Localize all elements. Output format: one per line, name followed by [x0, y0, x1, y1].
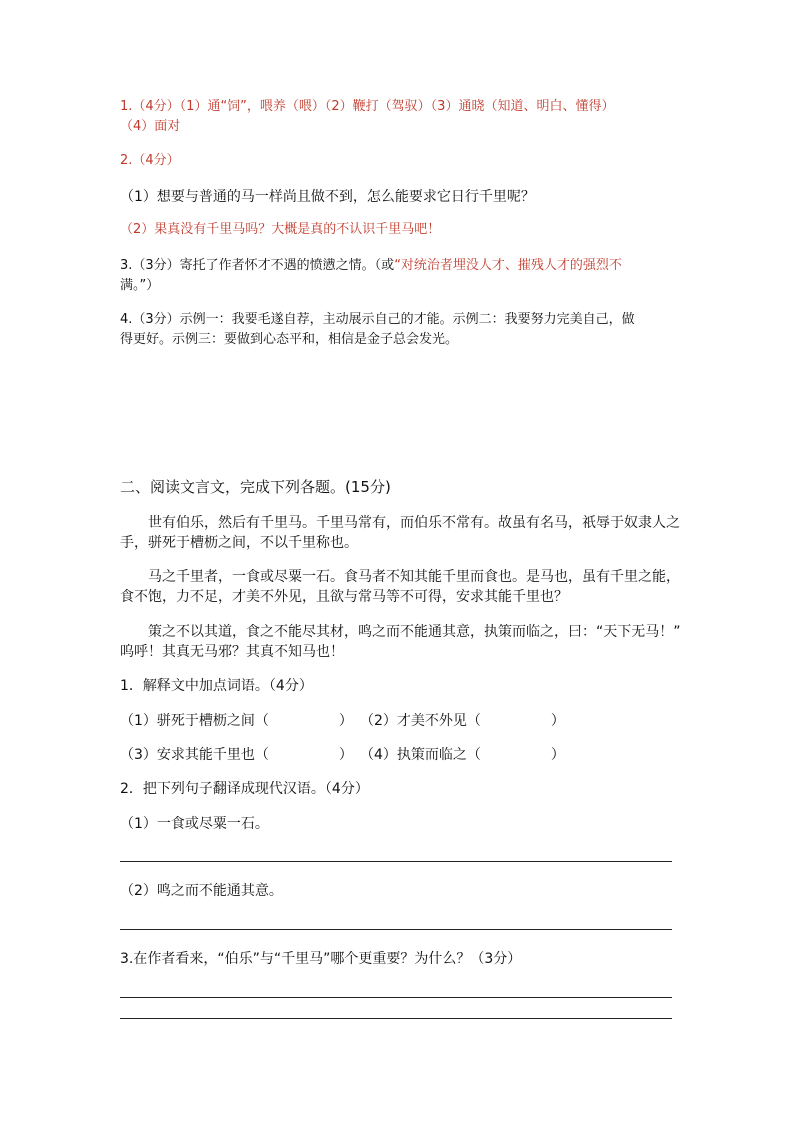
answer-1-line-1: 1.（4分）（1）通“饲”，喂养（喂）（2）鞭打（驾驭）（3）通晓（知道、明白、懂得）	[120, 99, 615, 114]
passage-p1-line-2: 手，骈死于槽枥之间，不以千里称也。	[120, 535, 358, 551]
question-1-item-2: （2）才美不外见（ ）	[360, 713, 565, 729]
question-1-item-1: （1）骈死于槽枥之间（ ）	[120, 713, 353, 729]
answer-4-line-1: 4.（3分）示例一：我要毛遂自荐，主动展示自己的才能。示例二：我要努力完美自己，做	[120, 312, 635, 327]
answer-line[interactable]	[120, 929, 672, 930]
answer-3-line-1	[120, 256, 680, 276]
answer-3-alt-text: “对统治者埋没人才、摧残人才的强烈不	[394, 258, 622, 273]
passage-p3-line-2: 呜呼！其真无马邪？其真不知马也！	[120, 644, 344, 660]
passage-p1-line-1: 世有伯乐，然后有千里马。千里马常有，而伯乐不常有。故虽有名马，祇辱于奴隶人之	[148, 515, 680, 531]
question-3-prompt: 3.在作者看来，“伯乐”与“千里马”哪个更重要？为什么？（3分）	[120, 951, 522, 967]
answer-2-heading: 2.（4分）	[120, 153, 180, 168]
question-1-item-4: （4）执策而临之（ ）	[360, 747, 565, 763]
answer-line[interactable]	[120, 997, 672, 998]
question-2-sentence-2: （2）鸣之而不能通其意。	[120, 883, 283, 899]
question-1-item-3: （3）安求其能千里也（ ）	[120, 747, 353, 763]
passage-p2-line-2: 食不饱，力不足，才美不外见，且欲与常马等不可得，安求其能千里也？	[120, 589, 568, 605]
passage-p3-line-1: 策之不以其道，食之不能尽其材，鸣之而不能通其意，执策而临之，曰：“天下无马！”	[148, 624, 681, 640]
answer-2-part-2: （2）果真没有千里马吗？大概是真的不认识千里马吧！	[120, 222, 441, 237]
answer-3-line-2: 满。”）	[120, 278, 160, 293]
section-2-title: 二、阅读文言文，完成下列各题。(15分)	[120, 478, 391, 496]
question-2-sentence-1: （1）一食或尽粟一石。	[120, 816, 269, 832]
answer-4-line-2: 得更好。示例三：要做到心态平和，相信是金子总会发光。	[120, 332, 459, 347]
answer-1-line-2: （4）面对	[120, 119, 181, 134]
question-2-prompt: 2．把下列句子翻译成现代汉语。（4分）	[120, 781, 369, 797]
answer-2-part-1: （1）想要与普通的马一样尚且做不到，怎么能要求它日行千里呢？	[120, 189, 535, 205]
answer-3-text: 3.（3分）寄托了作者怀才不遇的愤懑之情。（或	[120, 258, 395, 273]
question-1-prompt: 1．解释文中加点词语。（4分）	[120, 678, 313, 694]
answer-line[interactable]	[120, 861, 672, 862]
passage-p2-line-1: 马之千里者，一食或尽粟一石。食马者不知其能千里而食也。是马也，虽有千里之能，	[148, 569, 680, 585]
answer-line[interactable]	[120, 1018, 672, 1019]
